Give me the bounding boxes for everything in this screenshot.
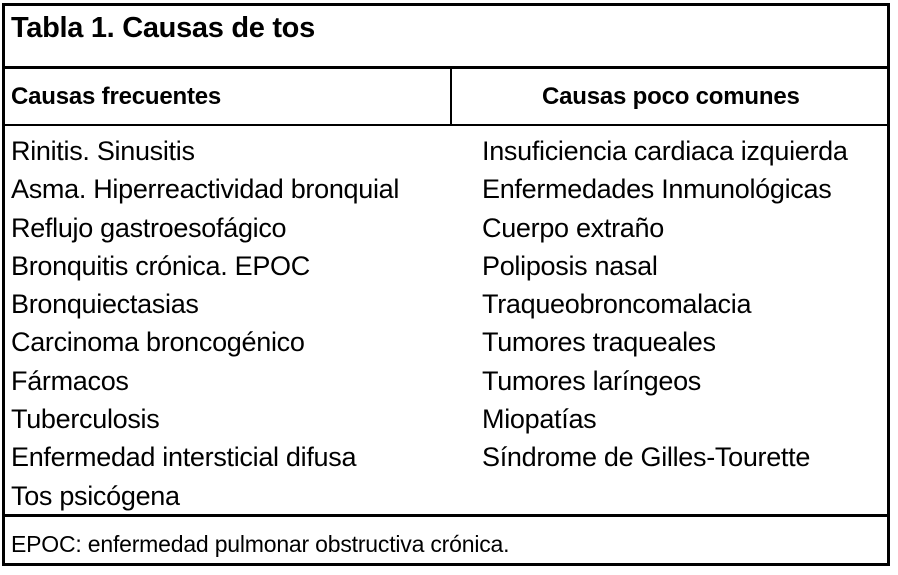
list-item: Bronquitis crónica. EPOC (11, 250, 310, 281)
list-item: Reflujo gastroesofágico (11, 212, 287, 243)
list-item: Miopatías (482, 404, 597, 435)
list-item: Asma. Hiperreactividad bronquial (11, 174, 400, 205)
list-item: Tos psicógena (11, 480, 180, 511)
header-uncommon-causes: Causas poco comunes (542, 83, 800, 110)
table-footnote: EPOC: enfermedad pulmonar obstructiva crónica. (11, 531, 510, 557)
list-item: Bronquiectasias (11, 289, 199, 320)
list-item: Enfermedad intersticial difusa (11, 442, 357, 473)
uncommon-causes-list (482, 132, 848, 477)
list-item: Tuberculosis (11, 404, 160, 435)
list-item: Cuerpo extraño (482, 212, 664, 243)
list-item: Síndrome de Gilles-Tourette (482, 442, 811, 473)
title-divider (5, 66, 887, 69)
table-frame (2, 3, 890, 566)
list-item: Fármacos (11, 365, 129, 396)
table-title: Tabla 1. Causas de tos (11, 12, 315, 44)
list-item: Insuficiencia cardiaca izquierda (482, 136, 848, 166)
list-item: Rinitis. Sinusitis (11, 136, 195, 166)
footnote-divider (5, 514, 887, 517)
header-frequent-causes: Causas frecuentes (11, 83, 222, 110)
header-divider (5, 124, 887, 126)
list-item: Enfermedades Inmunológicas (482, 174, 832, 205)
column-divider (450, 69, 452, 124)
list-item: Carcinoma broncogénico (11, 327, 305, 358)
list-item: Tumores laríngeos (482, 365, 701, 396)
list-item: Poliposis nasal (482, 250, 658, 281)
frequent-causes-list (11, 132, 399, 515)
list-item: Traqueobroncomalacia (482, 289, 752, 320)
list-item: Tumores traqueales (482, 327, 716, 358)
